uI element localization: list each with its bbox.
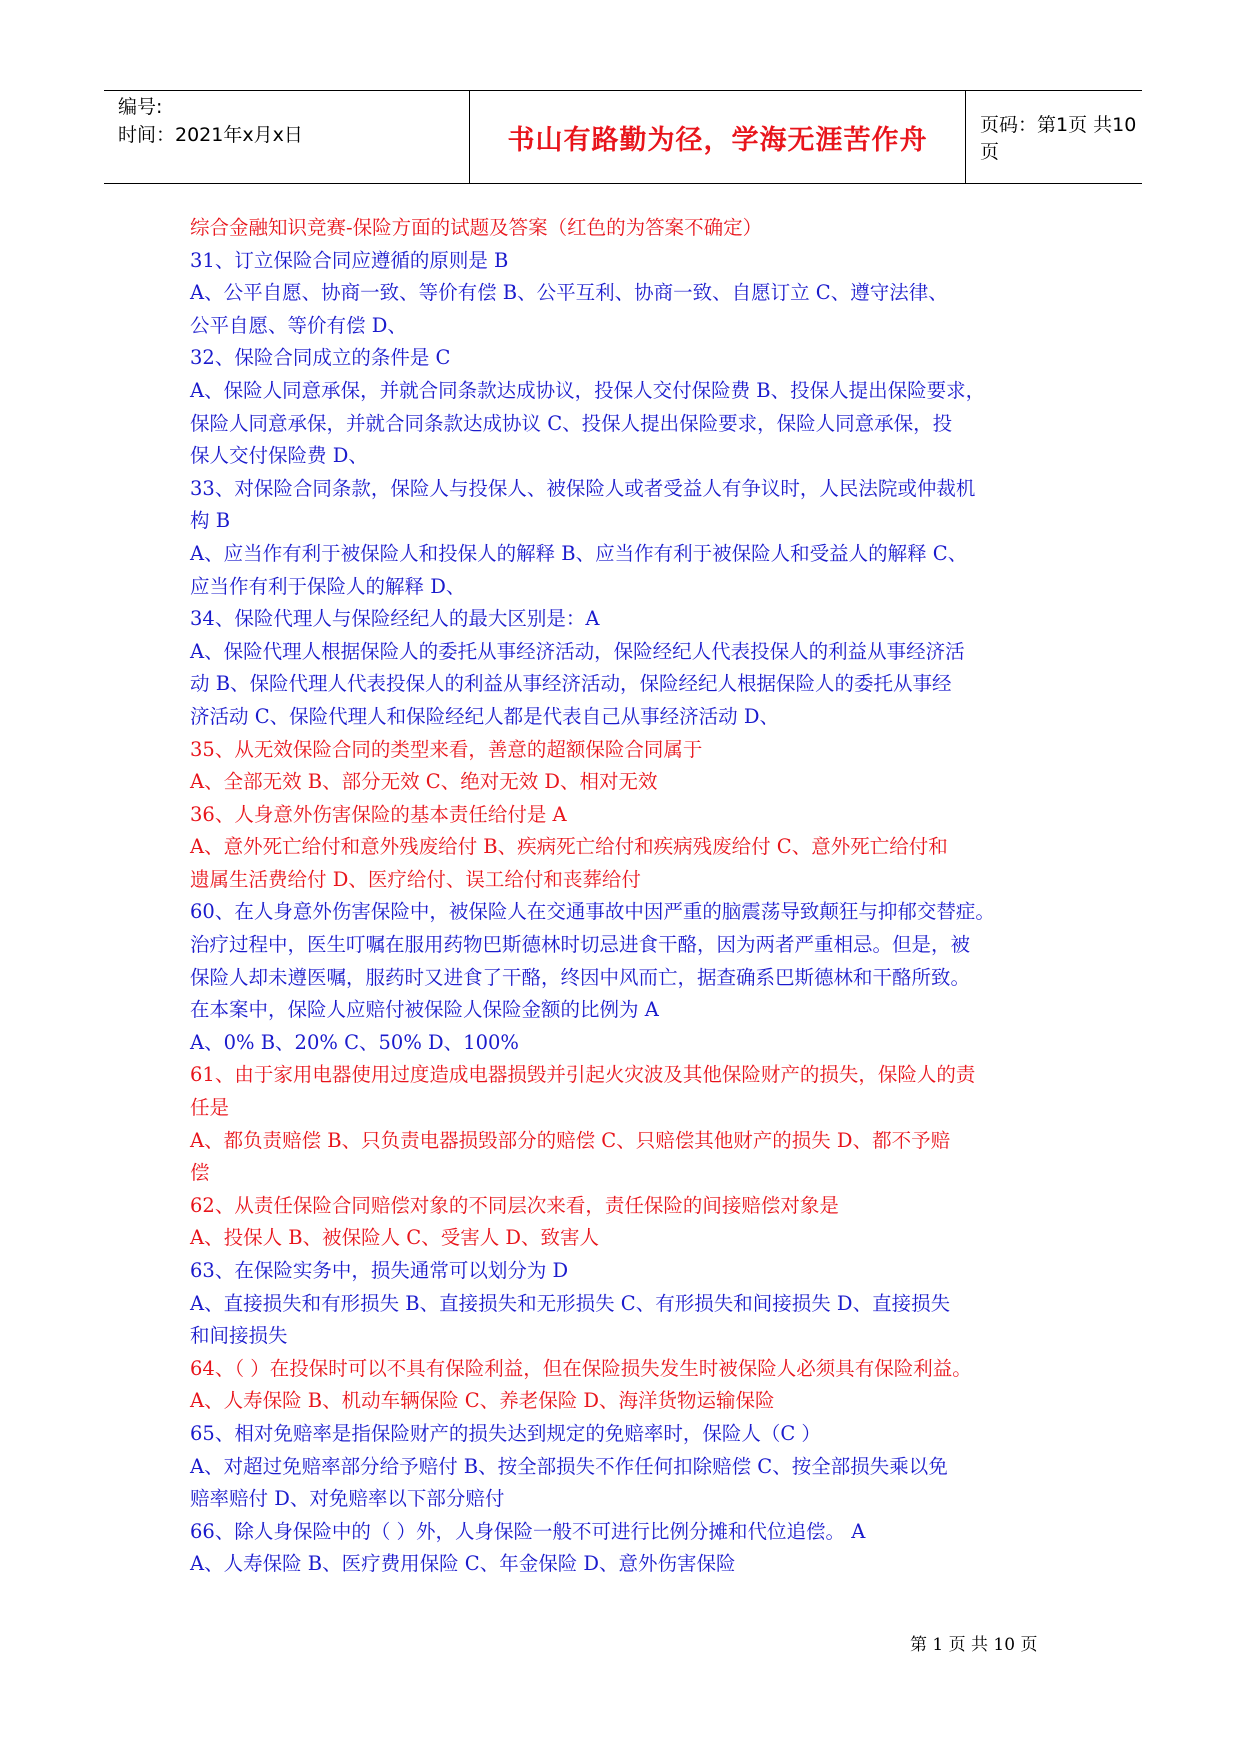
text-line: 综合金融知识竞赛-保险方面的试题及答案（红色的为答案不确定） <box>190 216 763 239</box>
text-line: A、对超过免赔率部分给予赔付 B、按全部损失不作任何扣除赔偿 C、按全部损失乘以免 <box>190 1454 948 1478</box>
text-line: 保险人却未遵医嘱，服药时又进食了干酪，终因中风而亡，据查确系巴斯德林和干酪所致。 <box>190 965 971 989</box>
text-line: 62、从责任保险合同赔偿对象的不同层次来看，责任保险的间接赔偿对象是 <box>190 1193 839 1217</box>
text-line: 60、在人身意外伤害保险中，被保险人在交通事故中因严重的脑震荡导致颠狂与抑郁交替症。 <box>190 900 995 924</box>
text-line: 66、除人身保险中的（ ）外，人身保险一般不可进行比例分摊和代位追偿。 A <box>190 1519 866 1543</box>
text-line: 偿 <box>190 1161 210 1185</box>
text-line: A、应当作有利于被保险人和投保人的解释 B、应当作有利于被保险人和受益人的解释 C、 <box>190 541 968 565</box>
text-line: A、0% B、20% C、50% D、100% <box>190 1030 519 1054</box>
text-line: 济活动 C、保险代理人和保险经纪人都是代表自己从事经济活动 D、 <box>190 704 779 728</box>
text-line: A、投保人 B、被保险人 C、受害人 D、致害人 <box>190 1226 600 1250</box>
text-line: A、保险人同意承保，并就合同条款达成协议，投保人交付保险费 B、投保人提出保险要求， <box>190 378 986 402</box>
text-line: 应当作有利于保险人的解释 D、 <box>190 574 466 598</box>
text-line: 和间接损失 <box>190 1324 288 1348</box>
page-header <box>104 90 1142 184</box>
text-line: 保人交付保险费 D、 <box>190 444 368 468</box>
text-line: 构 B <box>190 509 231 533</box>
header-page-label: 页码：第1页 共10页 <box>980 114 1137 163</box>
text-line: A、全部无效 B、部分无效 C、绝对无效 D、相对无效 <box>190 770 658 794</box>
text-line: 63、在保险实务中，损失通常可以划分为 D <box>190 1259 569 1282</box>
text-line: 36、人身意外伤害保险的基本责任给付是 A <box>190 802 567 826</box>
text-line: 公平自愿、等价有偿 D、 <box>190 313 407 337</box>
text-line: A、保险代理人根据保险人的委托从事经济活动，保险经纪人代表投保人的利益从事经济活 <box>190 639 965 663</box>
text-line: A、公平自愿、协商一致、等价有偿 B、公平互利、协商一致、自愿订立 C、遵守法律、 <box>190 281 948 305</box>
text-line: A、意外死亡给付和意外残废给付 B、疾病死亡给付和疾病残废给付 C、意外死亡给付和 <box>190 835 948 859</box>
text-line: 动 B、保险代理人代表投保人的利益从事经济活动，保险经纪人根据保险人的委托从事经 <box>190 672 952 696</box>
text-line: 赔率赔付 D、对免赔率以下部分赔付 <box>190 1487 505 1511</box>
text-line: A、都负责赔偿 B、只负责电器损毁部分的赔偿 C、只赔偿其他财产的损失 D、都不予赔 <box>190 1128 951 1152</box>
text-line: 33、对保险合同条款，保险人与投保人、被保险人或者受益人有争议时，人民法院或仲裁机 <box>190 476 976 500</box>
text-line: 31、订立保险合同应遵循的原则是 B <box>190 248 509 272</box>
document-body <box>190 212 1080 1581</box>
text-line: 治疗过程中，医生叮嘱在服用药物巴斯德林时切忌进食干酪，因为两者严重相忌。但是，被 <box>190 933 971 957</box>
text-line: A、直接损失和有形损失 B、直接损失和无形损失 C、有形损失和间接损失 D、直接损失 <box>190 1291 951 1315</box>
text-line: A、人寿保险 B、医疗费用保险 C、年金保险 D、意外伤害保险 <box>190 1552 736 1576</box>
time-label: 时间：2021年x月x日 <box>118 124 303 146</box>
text-line: 34、保险代理人与保险经纪人的最大区别是：A <box>190 607 600 631</box>
text-line: A、人寿保险 B、机动车辆保险 C、养老保险 D、海洋货物运输保险 <box>190 1389 775 1413</box>
text-line: 61、由于家用电器使用过度造成电器损毁并引起火灾波及其他保险财产的损失，保险人的责 <box>190 1063 976 1087</box>
text-line: 保险人同意承保，并就合同条款达成协议 C、投保人提出保险要求，保险人同意承保，投 <box>190 411 953 435</box>
text-line: 32、保险合同成立的条件是 C <box>190 346 451 370</box>
text-line: 35、从无效保险合同的类型来看，善意的超额保险合同属于 <box>190 737 703 761</box>
text-line: 遗属生活费给付 D、医疗给付、误工给付和丧葬给付 <box>190 867 641 891</box>
number-label: 编号: <box>118 96 163 118</box>
header-left-cell <box>118 91 470 183</box>
page-footer: 第 1 页 共 10 页 <box>910 1635 1038 1655</box>
text-line: 任是 <box>190 1096 230 1120</box>
header-motto: 书山有路勤为径，学海无涯苦作舟 <box>470 91 966 183</box>
text-line: 64、（ ）在投保时可以不具有保险利益，但在保险损失发生时被保险人必须具有保险利益。 <box>190 1356 972 1380</box>
text-line: 在本案中，保险人应赔付被保险人保险金额的比例为 A <box>190 998 659 1022</box>
text-line: 65、相对免赔率是指保险财产的损失达到规定的免赔率时，保险人（C ） <box>190 1421 821 1445</box>
